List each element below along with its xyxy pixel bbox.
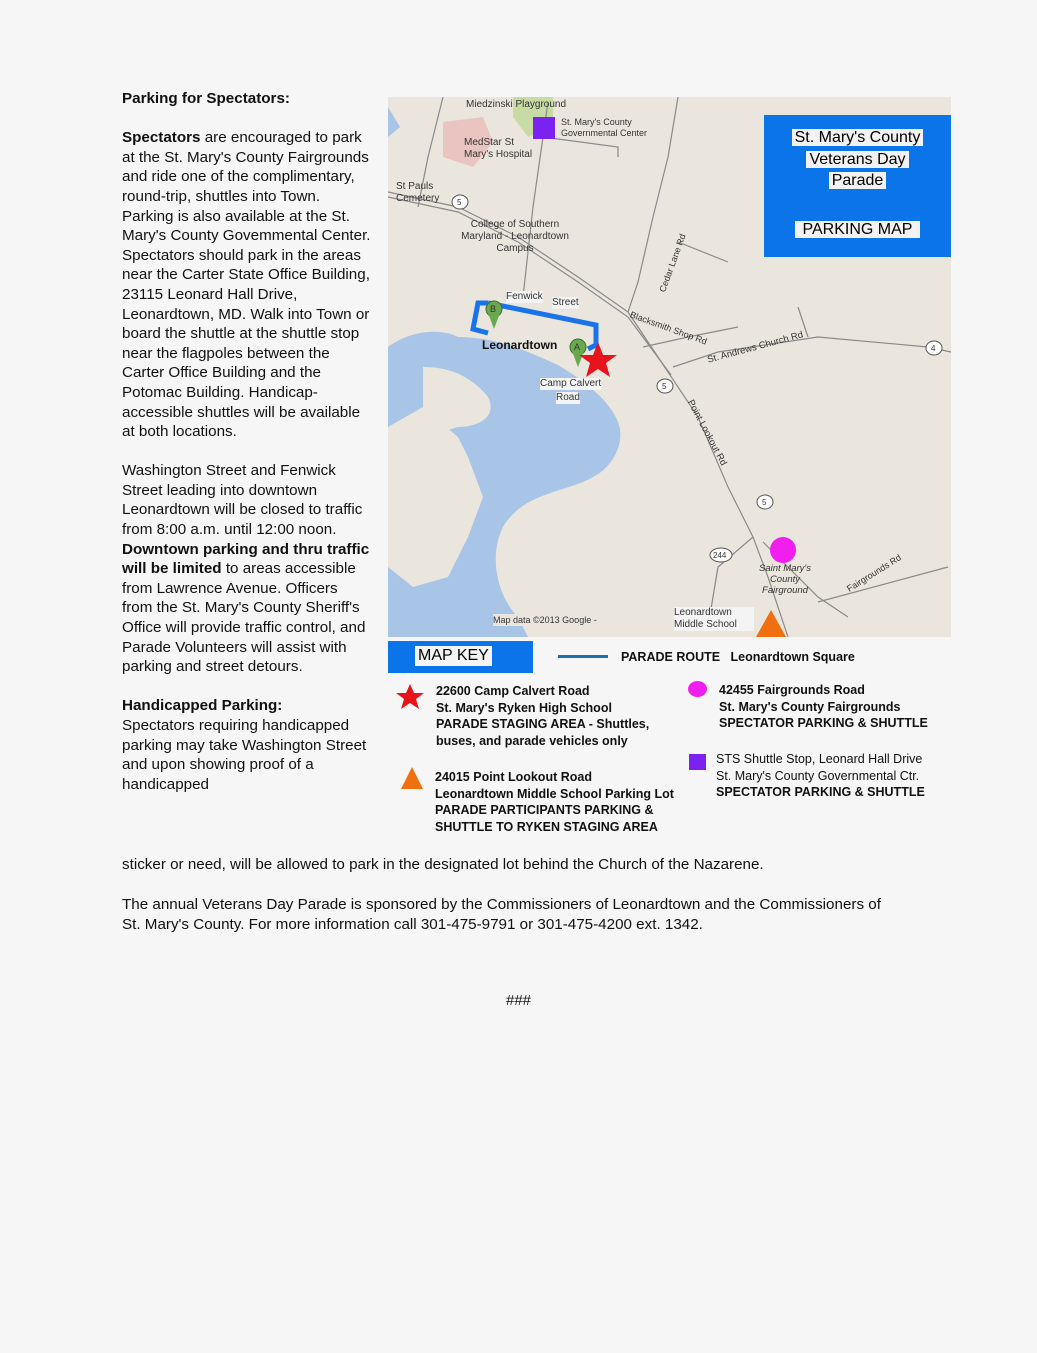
label-cedar-lane: Cedar Lane Rd	[657, 232, 688, 294]
parade-route-label: PARADE ROUTE	[621, 650, 721, 664]
map-key-banner	[388, 641, 533, 673]
label-fairground: Saint Mary's County Fairground	[759, 563, 811, 596]
section-heading-spectator-parking: Parking for Spectators:	[122, 90, 290, 107]
route-244-label: 244	[713, 551, 727, 560]
spectator-paragraph	[122, 128, 372, 442]
key-ms-line-4: SHUTTLE TO RYKEN STAGING AREA	[435, 819, 658, 834]
route-5-label-3: 5	[762, 498, 767, 507]
key-sts-line-1: STS Shuttle Stop, Leonard Hall Drive	[716, 752, 923, 766]
key-fair-line-2: St. Mary's County Fairgrounds	[719, 699, 901, 714]
closure-bold: Downtown parking and thru traffic will be limited	[122, 540, 370, 578]
parade-route-legend-line	[558, 655, 608, 658]
key-ms-line-3: PARADE PARTICIPANTS PARKING &	[435, 803, 654, 817]
label-fairgrounds-rd: Fairgrounds Rd	[845, 552, 903, 594]
key-staging-line-4: buses, and parade vehicles only	[436, 733, 628, 748]
parking-map	[388, 97, 951, 637]
parade-route-place: Leonardtown Square	[730, 650, 855, 664]
label-street: Street	[552, 297, 579, 308]
map-attribution: Map data ©2013 Google -	[493, 615, 597, 625]
key-sts-line-2: St. Mary's County Governmental Ctr.	[716, 768, 920, 783]
label-cemetery: St Pauls Cemetery	[396, 181, 440, 204]
label-st-andrews: St. Andrews Church Rd	[706, 329, 805, 366]
label-college: College of Southern Maryland - Leonardtown Campus	[461, 219, 569, 254]
key-sts-line-3: SPECTATOR PARKING & SHUTTLE	[716, 785, 925, 799]
spectators-bold: Spectators	[122, 129, 201, 147]
key-staging-line-1: 22600 Camp Calvert Road	[436, 684, 590, 698]
closure-text-rest: to areas accessible from Lawrence Avenue. Officers from the St. Mary's County Sheriff's Office will provide traffic control, and Parade Volunteers will assist with parking and street detours.	[122, 560, 366, 676]
label-fenwick: Fenwick	[506, 291, 543, 302]
section-heading-handicap: Handicapped Parking:	[122, 697, 283, 715]
key-star-icon	[395, 683, 425, 711]
key-circle-icon	[688, 681, 707, 697]
key-item-middle-school	[435, 769, 674, 835]
handicap-text: Spectators requiring handicapped parking may take Washington Street and upon showing proof of a handicapped	[122, 717, 367, 793]
gov-center-square-icon	[533, 117, 555, 139]
end-mark: ###	[505, 992, 532, 1009]
label-playground: Miedzinski Playground	[466, 99, 567, 110]
label-gov-center: St. Mary's County Governmental Center	[561, 117, 648, 138]
middle-school-triangle-icon	[756, 610, 786, 637]
closure-text-start: Washington Street and Fenwick Street leading into downtown Leonardtown will be closed to traffic from 8:00 a.m. until 12:00 noon.	[122, 462, 363, 539]
fairground-circle-icon	[770, 537, 796, 563]
route-5-label-2: 5	[662, 382, 667, 391]
label-point-lookout: Point Lookout Rd	[684, 398, 729, 468]
label-blacksmith: Blacksmith Shop Rd	[628, 309, 709, 347]
title-line-1: St. Mary's County	[792, 129, 924, 146]
sponsor-paragraph: The annual Veterans Day Parade is sponsored by the Commissioners of Leonardtown and the Commissioners of St. Mary's County. For more information call 301-475-9791 or 301-475-4200 ext. 1342.	[122, 896, 881, 933]
label-camp-calvert: Camp Calvert	[540, 378, 602, 389]
route-5-label-1: 5	[457, 198, 462, 207]
parking-map-label: PARKING MAP	[795, 221, 921, 238]
key-ms-line-1: 24015 Point Lookout Road	[435, 770, 592, 784]
key-item-fairgrounds	[719, 682, 928, 732]
key-square-icon	[689, 754, 706, 770]
closure-paragraph	[122, 461, 372, 677]
title-line-2: Veterans Day	[806, 151, 908, 168]
map-title-banner	[764, 115, 951, 257]
water-corner	[388, 107, 400, 137]
label-middle-school: Leonardtown Middle School	[674, 607, 754, 631]
label-road: Road	[556, 392, 580, 403]
marker-a-label: A	[574, 342, 581, 352]
key-fair-line-1: 42455 Fairgrounds Road	[719, 683, 865, 697]
key-fair-line-3: SPECTATOR PARKING & SHUTTLE	[719, 716, 928, 730]
map-key-title: MAP KEY	[415, 646, 492, 666]
parade-route-legend	[621, 649, 855, 666]
label-leonardtown: Leonardtown	[482, 338, 558, 352]
left-column	[122, 89, 372, 794]
label-hospital: MedStar St Mary's Hospital	[464, 137, 533, 160]
title-line-3: Parade	[829, 172, 887, 189]
handicap-paragraph	[122, 696, 372, 794]
key-ms-line-2: Leonardtown Middle School Parking Lot	[435, 786, 674, 801]
handicap-continuation: sticker or need, will be allowed to park in the designated lot behind the Church of the Nazarene.	[122, 856, 764, 873]
spectators-text: are encouraged to park at the St. Mary's County Fairgrounds and ride one of the complimentary, round-trip, shuttles into Town. Parking is also available at the St. Mary's County Govemmental Center. Spectators should park in the areas near the Carter State Office Building, 23115 Leonard Hall Drive, Leonardtown, MD. Walk into Town or board the shuttle at the shuttle stop near the flagpoles between the Carter Office Building and the Potomac Building. Handicap-accessible shuttles will be available at both locations.	[122, 129, 371, 441]
key-triangle-icon	[400, 766, 424, 790]
key-staging-line-3: PARADE STAGING AREA - Shuttles,	[436, 717, 650, 731]
route-4-label: 4	[931, 344, 936, 353]
marker-b-label: B	[490, 304, 497, 314]
key-item-shuttle-stop	[716, 751, 925, 801]
key-item-staging	[436, 683, 649, 749]
key-staging-line-2: St. Mary's Ryken High School	[436, 700, 612, 715]
